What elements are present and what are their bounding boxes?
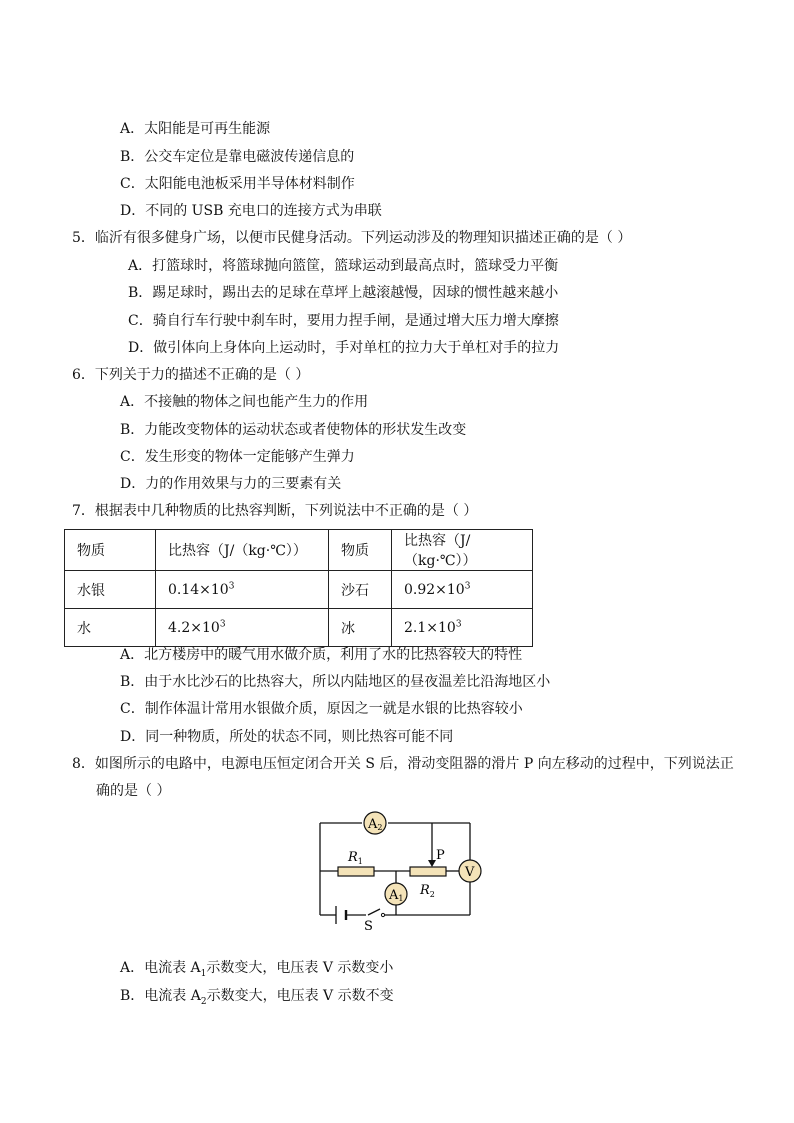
table-header-cell: 物质 <box>329 530 392 571</box>
circuit-diagram <box>310 805 490 935</box>
q8-option-a <box>120 958 393 978</box>
table-header-cell: 比热容（J/（kg·℃）） <box>392 530 533 571</box>
resistor-r2 <box>410 867 446 876</box>
q8-option-a-text: A．电流表 A <box>120 960 201 976</box>
table-cell-value: 0.14×10 <box>168 581 229 598</box>
q6-option-a: A．不接触的物体之间也能产生力的作用 <box>120 394 369 410</box>
table-cell <box>392 571 533 609</box>
table-cell: 水银 <box>65 571 156 609</box>
q5-option-a: A．打篮球时，将篮球抛向篮筐，篮球运动到最高点时，篮球受力平衡 <box>128 258 559 274</box>
voltmeter-label: V <box>465 865 475 880</box>
q6-stem: 6．下列关于力的描述不正确的是（ ） <box>72 367 310 383</box>
q5-option-c: C．骑自行车行驶中刹车时，要用力捏手闸，是通过增大压力增大摩擦 <box>128 313 559 329</box>
table-cell-exponent: 3 <box>219 618 226 629</box>
q6-option-c: C．发生形变的物体一定能够产生弹力 <box>120 449 355 465</box>
q7-stem: 7．根据表中几种物质的比热容判断，下列说法中不正确的是（ ） <box>72 503 478 519</box>
slider-arrow <box>428 860 436 867</box>
table-row <box>65 609 533 647</box>
q8-option-a-text-2: 示数变大，电压表 V 示数变小 <box>206 960 394 976</box>
ammeter-a1-label: A1 <box>389 888 404 903</box>
q8-option-a-sub: 1 <box>200 968 207 979</box>
table-cell: 水 <box>65 609 156 647</box>
q5-option-b: B．踢足球时，踢出去的足球在草坪上越滚越慢，因球的惯性越来越小 <box>128 285 559 301</box>
switch-contact <box>381 913 384 916</box>
table-header-cell: 比热容（J/（kg·℃）） <box>156 530 329 571</box>
r2-label: $R_2$ <box>420 883 435 899</box>
q5-stem: 5．临沂有很多健身广场，以便市民健身活动。下列运动涉及的物理知识描述正确的是（ ） <box>72 230 632 246</box>
table-cell <box>156 571 329 609</box>
table-cell-value: 2.1×10 <box>404 619 456 636</box>
table-cell-exponent: 3 <box>464 580 471 591</box>
q5-option-d: D．做引体向上身体向上运动时，手对单杠的拉力大于单杠对手的拉力 <box>128 340 560 356</box>
table-cell-exponent: 3 <box>455 618 462 629</box>
table-row <box>65 571 533 609</box>
q8-stem-line2: 确的是（ ） <box>96 783 171 799</box>
table-cell-exponent: 3 <box>228 580 235 591</box>
q8-option-b-text: B．电流表 A <box>120 988 201 1004</box>
q6-option-d: D．力的作用效果与力的三要素有关 <box>120 476 342 492</box>
table-cell-value: 4.2×10 <box>168 619 220 636</box>
q4-option-d: D．不同的 USB 充电口的连接方式为串联 <box>120 203 382 219</box>
table-cell <box>392 609 533 647</box>
q7-option-b: B．由于水比沙石的比热容大，所以内陆地区的昼夜温差比沿海地区小 <box>120 674 551 690</box>
resistor-r1 <box>338 867 374 876</box>
table-header-row <box>65 530 533 571</box>
q8-stem-line1: 8．如图所示的电路中，电源电压恒定闭合开关 S 后，滑动变阻器的滑片 P 向左移动的过程中，下列说法正 <box>72 756 734 772</box>
switch-s-label: S <box>364 919 373 934</box>
q8-option-b-text-2: 示数变大，电压表 V 示数不变 <box>206 988 394 1004</box>
q8-option-b <box>120 986 394 1006</box>
q6-option-b: B．力能改变物体的运动状态或者使物体的形状发生改变 <box>120 422 467 438</box>
r1-label: $R_1$ <box>348 850 363 866</box>
table-cell: 冰 <box>329 609 392 647</box>
ammeter-a2-label: A2 <box>368 817 383 832</box>
q4-option-b: B．公交车定位是靠电磁波传递信息的 <box>120 149 355 165</box>
slider-p-label: P <box>436 848 445 863</box>
table-cell: 沙石 <box>329 571 392 609</box>
specific-heat-table <box>64 529 533 647</box>
q7-option-d: D．同一种物质，所处的状态不同，则比热容可能不同 <box>120 729 454 745</box>
q7-option-a: A．北方楼房中的暖气用水做介质，利用了水的比热容较大的特性 <box>120 647 523 663</box>
q4-option-a: A．太阳能是可再生能源 <box>120 121 271 137</box>
q7-option-c: C．制作体温计常用水银做介质，原因之一就是水银的比热容较小 <box>120 701 523 717</box>
table-cell <box>156 609 329 647</box>
table-header-cell: 物质 <box>65 530 156 571</box>
table-cell-value: 0.92×10 <box>404 581 465 598</box>
q4-option-c: C．太阳能电池板采用半导体材料制作 <box>120 176 355 192</box>
q8-option-b-sub: 2 <box>200 996 207 1007</box>
